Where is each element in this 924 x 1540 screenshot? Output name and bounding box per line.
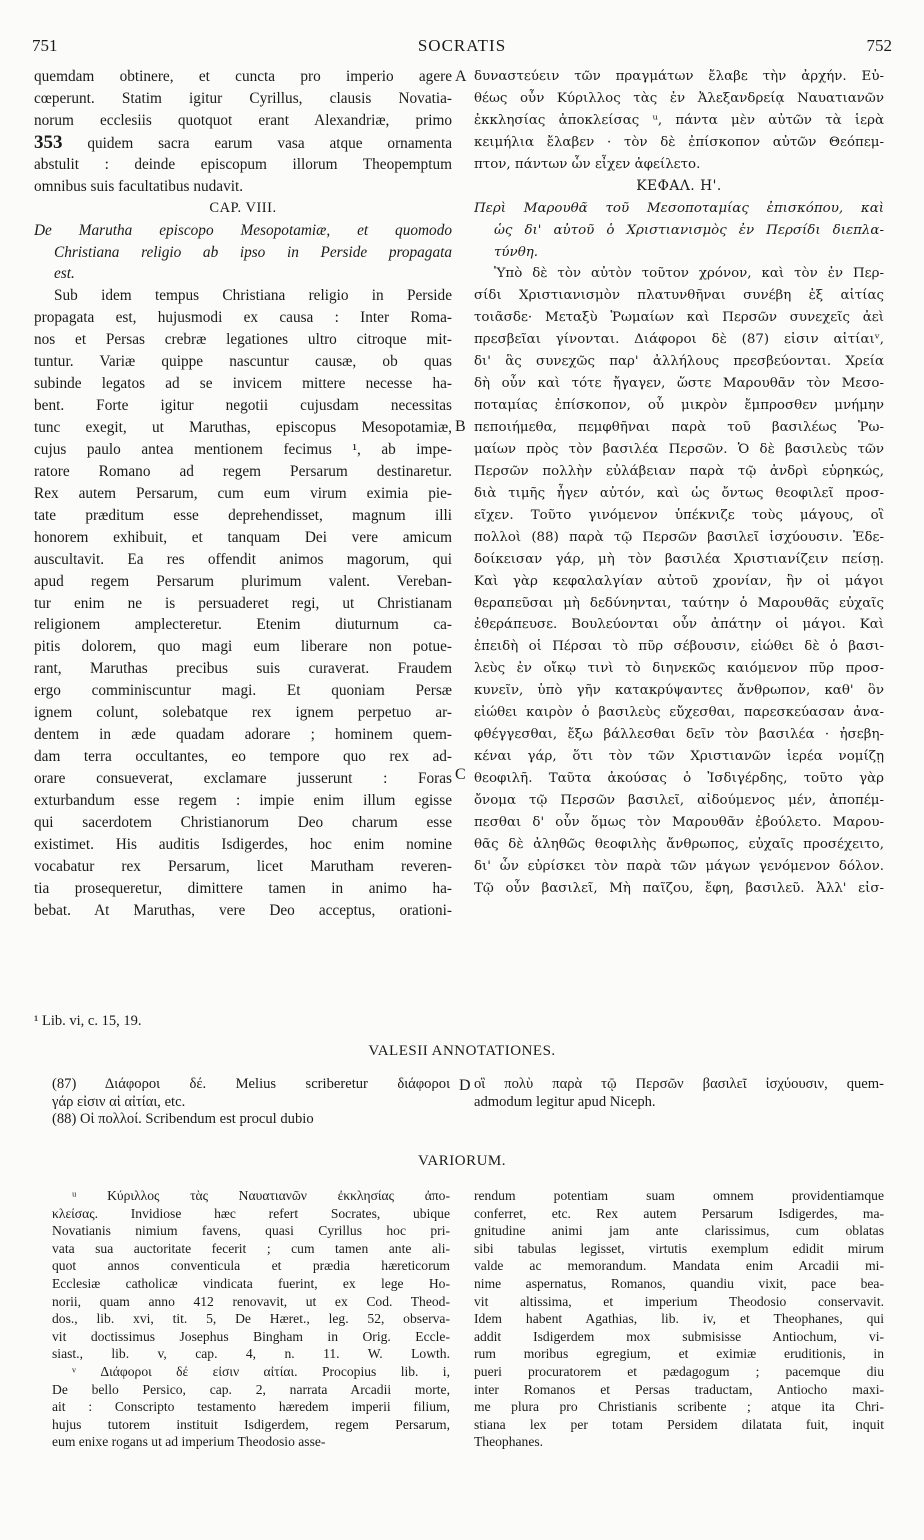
annotation-line: (87) Διάφοροι δέ. Melius scriberetur διάφοροι xyxy=(52,1076,450,1092)
greek-column xyxy=(474,66,884,900)
variorum-line: Ecclesiæ catholicæ vindicata fuerint, ex lege Ho- xyxy=(52,1275,450,1291)
latin-line: ratore Romano ad regem Persarum destinaretur. xyxy=(34,462,452,480)
variorum-line: vit doctissimus Josephus Bingham in Orig. Eccle- xyxy=(52,1328,450,1344)
greek-line: φθέγγεσθαι, ἔξω βάλλεσθαι δεῖν τὸν βασιλέα · ἠσεβη- xyxy=(474,727,884,743)
greek-line: δὴ οὖν καὶ τότε ἤγαγεν, ὥστε Μαρουθᾶν τὸν Μεσο- xyxy=(474,376,884,392)
annotation-line: γάρ εἰσιν αἱ αἰτίαι, etc. xyxy=(52,1093,186,1110)
latin-line: tate præditum esse deprehendisset, magnum illi xyxy=(34,506,452,524)
latin-line: cujus paulo antea mentionem fecimus ¹, ab impe- xyxy=(34,440,452,458)
greek-body xyxy=(474,263,884,899)
latin-line-353 xyxy=(34,132,452,154)
page-number-left: 751 xyxy=(32,36,58,55)
greek-line: πεποιήμεθα, πεμφθῆναι παρὰ τοῦ βασιλέως Ῥω- xyxy=(474,420,884,435)
variorum-line: De bello Persico, cap. 2, narrata Arcadii morte, xyxy=(52,1381,450,1397)
greek-line: Καὶ γὰρ κεφαλαλγίαν αὐτοῦ χρονίαν, ἣν οἱ μάγοι xyxy=(474,573,884,589)
variorum-line: quot annos conventicula et prædia hæreticorum xyxy=(52,1258,450,1274)
greek-line: πτον, πάντων ὧν εἶχεν ἀφείλετο. xyxy=(474,156,701,172)
margin-letter-d: D xyxy=(459,1077,471,1094)
variorum-line: conferret, etc. Rex autem Persarum Isdigerdes, ma- xyxy=(474,1205,884,1221)
greek-line: πεσθαι δ' οὖν ὅμως τὸν Μαρουθᾶν ἐβούλετο. Μαρου- xyxy=(474,814,884,830)
margin-letter-a: A xyxy=(455,68,467,85)
latin-line: tur enim ne is persuaderet regi, ut Christianam xyxy=(34,594,452,612)
latin-summary-line: De Marutha episcopo Mesopotamiæ, et quomodo xyxy=(34,221,452,239)
variorum-line: me plura pro Christianis scribente ; atque ita Chri- xyxy=(474,1399,884,1415)
latin-line-text: quidem sacra earum vasa atque ornamenta xyxy=(87,134,452,152)
latin-line: abstulit : deinde episcopum illorum Theopemptum xyxy=(34,155,452,173)
column-number-353: 353 xyxy=(34,131,63,153)
greek-line: κυνεῖν, ὑπὸ γῆν κατακρύψαντες ἄνθρωπον, καθ' ὃν xyxy=(474,683,884,699)
latin-line: Rex autem Persarum, cum eum virum eximia pie- xyxy=(34,484,452,502)
footnote: ¹ Lib. vi, c. 15, 19. xyxy=(34,1013,142,1029)
greek-line: ἐκκλησίας ἀποκλείσας ᵘ, πάντα μὲν αὐτῶν τὰ ἱερὰ xyxy=(474,112,884,128)
latin-line: cœperunt. Statim igitur Cyrillus, clausis Novatia- xyxy=(34,89,452,107)
greek-summary-line: τύνθη. xyxy=(494,244,539,260)
greek-chapter-heading: ΚΕΦΑΛ. Η'. xyxy=(636,177,722,194)
greek-line: δι' ἃς συνεχῶς παρ' ἀλλήλους πρεσβεύονται. Χρεία xyxy=(474,354,884,370)
greek-line: θεραπεῦσαι μὴ δεδύνηνται, ταύτην ὁ Μαρουθᾶς εὐχαῖς xyxy=(474,595,884,611)
latin-line: norum ecclesiis quotquot erant Alexandriæ, primo xyxy=(34,111,452,129)
greek-line: πολλοὶ (88) παρὰ τῷ Περσῶν βασιλεῖ ἰσχύουσιν. Ἐδε- xyxy=(474,529,884,545)
variorum-line: ᵘ Κύριλλος τὰς Ναυατιανῶν ἐκκλησίας ἀπο- xyxy=(72,1188,450,1203)
annotations-left xyxy=(52,1076,450,1129)
latin-line: pitis dolorem, quo magi eum liberare non potue- xyxy=(34,638,452,656)
latin-line: quemdam obtinere, et cuncta pro imperio agere xyxy=(34,68,452,85)
greek-line: ποταμίας ἐπίσκοπον, οὗ μικρὸν ἔμπροσθεν μνήμην xyxy=(474,398,884,414)
latin-line: exturbandum esse regem : impie enim illum egisse xyxy=(34,791,452,809)
latin-line: propagata est, hujusmodi ex causa : Inter Roma- xyxy=(34,309,452,327)
variorum-line: rum moribus egregium, et eximiæ eruditionis, in xyxy=(474,1346,884,1362)
variorum-line: nime aspernatus, Romanos, quandiu vixit, pace bea- xyxy=(474,1275,884,1291)
greek-line: ἐπειδὴ οἱ Πέρσαι τὸ πῦρ σέβουσιν, εἰώθει δὲ ὁ βασι- xyxy=(474,639,884,655)
greek-line: ἐθεράπευσε. Βουλεύονται οὖν ἀπάτην οἱ μάγοι. Καὶ xyxy=(474,617,884,633)
latin-line: honorem exhibuit, et tanquam Dei vere amicum xyxy=(34,528,452,546)
margin-letter-c: C xyxy=(455,766,466,783)
variorum-heading: VARIORUM. xyxy=(418,1153,506,1169)
latin-line: dentem in æde quadam adorare ; hominem quem- xyxy=(34,726,452,744)
latin-line: tia prosequeretur, dimittere tamen in animo ha- xyxy=(34,879,452,897)
greek-line: εἰώθει καιρὸν ὁ βασιλεὺς εὔχεσθαι, παρεσκεύασαν ἀνα- xyxy=(474,705,884,721)
variorum-line: gnitudine animi jam ante clarissimus, cum oblatas xyxy=(474,1223,884,1239)
variorum-line: Theophanes. xyxy=(474,1434,544,1450)
latin-line: ignem colunt, solebatque rex ignem perpetuo ar- xyxy=(34,704,452,722)
greek-line: ὄνομα τῷ Περσῶν βασιλεῖ, αἰδούμενος μέν, ἀποπέμ- xyxy=(474,792,884,808)
annotation-line: admodum legitur apud Niceph. xyxy=(474,1093,656,1110)
greek-line: κέναι γάρ, ὅτι τὸν τῶν Χριστιανῶν ἱερέα νομίζῃ xyxy=(474,749,884,765)
variorum-right xyxy=(474,1187,884,1451)
variorum-line: vata sua auctoritate fecerit ; cum tamen ante ali- xyxy=(52,1240,450,1256)
variorum-line: Novatianis nimium favens, quasi Cyrillus hoc pri- xyxy=(52,1223,450,1239)
latin-line: bebat. At Maruthas, vere Deo acceptus, orationi- xyxy=(34,901,452,919)
latin-line: auscultavit. Ea res offendit animos magorum, qui xyxy=(34,550,452,568)
latin-summary-line: Christiana religio ab ipso in Perside propagata xyxy=(54,243,452,261)
latin-line: tuntur. Variæ quippe nascuntur causæ, ob quas xyxy=(34,353,452,371)
variorum-line: valde ac memorandum. Mandata enim Arcadii mi- xyxy=(474,1258,884,1274)
greek-line: σίδι Χριστιανισμὸν πλατυνθῆναι συνέβη ἐξ αἰτίας xyxy=(474,288,884,304)
variorum-line: siast., lib. v, cap. 4, n. 11. W. Lowth. xyxy=(52,1346,450,1362)
annotations-right xyxy=(474,1076,884,1111)
greek-line: θεοφιλῆ. Ταῦτα ἀκούσας ὁ Ἰσδιγέρδης, τοῦτο γὰρ xyxy=(474,771,884,786)
variorum-line: stiana lex per totam Persidem dilatata fuit, inquit xyxy=(474,1416,884,1432)
annotations-heading: VALESII ANNOTATIONES. xyxy=(368,1043,556,1059)
variorum-line: sibi tabulas legisset, virtutis exemplum edidit mirum xyxy=(474,1240,884,1256)
variorum-line: ait : Conscripto testamento hæredem imperii filium, xyxy=(52,1399,450,1415)
greek-summary-line: Περὶ Μαρουθᾶ τοῦ Μεσοποταμίας ἐπισκόπου, καὶ xyxy=(474,200,884,216)
margin-letter-b: B xyxy=(455,418,466,435)
variorum-line: rendum potentiam suam omnem providentiamque xyxy=(474,1188,884,1203)
variorum-line: κλείσας. Invidiose hæc refert Socrates, ubique xyxy=(52,1205,450,1221)
variorum-line: hujus tutorem instituit Isdigerdem, regem Persarum, xyxy=(52,1416,450,1432)
latin-line: nos et Persas crebræ legationes ultro citroque mit- xyxy=(34,331,452,349)
latin-line: orare consueverat, exclamare jusserunt : Foras xyxy=(34,770,452,787)
greek-line: δυναστεύειν τῶν πραγμάτων ἔλαβε τὴν ἀρχήν. Εὐ- xyxy=(474,69,884,84)
latin-column xyxy=(34,66,452,922)
latin-line: vocabatur rex Persarum, licet Marutham reveren- xyxy=(34,857,452,875)
latin-line: existimet. His auditis Isdigerdes, hoc enim nomine xyxy=(34,835,452,853)
latin-line: Sub idem tempus Christiana religio in Perside xyxy=(54,287,452,305)
greek-line: θᾶς δὲ ἀληθῶς θεοφιλὴς ἄνθρωπος, εὐχαῖς προσέχειτο, xyxy=(474,836,884,852)
greek-line: λεὺς ἐν οἴκῳ τινὶ τὸ διηνεκῶς καιόμενον πῦρ προσ- xyxy=(474,661,884,677)
greek-summary-line: ὡς δι' αὐτοῦ ὁ Χριστιανισμὸς ἐν Περσίδι διεπλα- xyxy=(494,222,884,238)
variorum-line: eum enixe rogans ut ad imperium Theodosio asse- xyxy=(52,1434,326,1450)
latin-line: tunc exegit, ut Maruthas, episcopus Mesopotamiæ, xyxy=(34,419,452,436)
latin-body xyxy=(34,285,452,921)
latin-line: omnibus suis facultatibus nudavit. xyxy=(34,177,244,195)
greek-line: πρεσβεῖαι γίνονται. Διάφοροι δὲ (87) εἰσιν αἰτίαιᵛ, xyxy=(474,332,884,348)
latin-line: apud regem Persarum plurimum valent. Vereban- xyxy=(34,572,452,590)
greek-line: Τῷ οὖν βασιλεῖ, Μὴ παῖζου, ἔφη, βασιλεῦ. Ἀλλ' εἰσ- xyxy=(474,880,884,896)
annotation-line: οἳ πολὺ παρὰ τῷ Περσῶν βασιλεῖ ἰσχύουσιν, quem- xyxy=(474,1076,884,1092)
latin-line: religionem amplecteretur. Etenim diuturnum ca- xyxy=(34,616,452,634)
variorum-line: norii, quam anno 412 renovavit, ut ex Cod. Theod- xyxy=(52,1293,450,1309)
latin-line: bent. Forte igitur negotii cujusdam necessitas xyxy=(34,397,452,415)
greek-line: δι' ὧν εὑρίσκει τὸν παρὰ τῶν μάγων γενόμενον δόλον. xyxy=(474,858,884,874)
latin-summary-line: est. xyxy=(54,265,75,283)
variorum-left xyxy=(52,1187,450,1451)
variorum-line: addit Isdigerdem mox submisisse Antiochum, vi- xyxy=(474,1328,884,1344)
greek-line: δοίκεισαν γάρ, μὴ τὸν βασιλέα Χριστιανίζειν πείσῃ. xyxy=(474,551,884,567)
running-title: SOCRATIS xyxy=(417,36,507,55)
latin-chapter-heading: CAP. VIII. xyxy=(209,199,277,216)
latin-line: ergo comminiscuntur magi. Et quoniam Persæ xyxy=(34,682,452,700)
greek-line: μαίων πρὸς τὸν βασιλέα Περσῶν. Ὁ δὲ βασιλεὺς τῶν xyxy=(474,441,884,457)
latin-line: subinde legatos ad se invicem mittere necesse ha- xyxy=(34,375,452,393)
variorum-line: ᵛ Διάφοροι δέ εἰσιν αἰτίαι. Procopius lib. i, xyxy=(72,1363,450,1379)
variorum-line: pueri procuratorem et pædagogum ; pacemque diu xyxy=(474,1363,884,1379)
greek-line: Περσῶν πολλὴν εὐλάβειαν παρὰ τῷ ἀνδρὶ εὑρηκώς, xyxy=(474,463,884,479)
greek-line: τοιᾶσδε· Μεταξὺ Ῥωμαίων καὶ Περσῶν συνεχεῖς ἀεὶ xyxy=(474,310,884,326)
page-number-right: 752 xyxy=(866,36,892,55)
variorum-line: vit altissima, et imperium Theodosio conservavit. xyxy=(474,1293,884,1309)
greek-line: Ὑπὸ δὲ τὸν αὐτὸν τοῦτον χρόνον, καὶ τὸν ἐν Περ- xyxy=(494,266,884,282)
variorum-line: inter Romanos et Persas traductam, Antiocho maxi- xyxy=(474,1381,884,1397)
greek-line: εῖχεν. Τοῦτο γινόμενον ὑπέκνιζε τοὺς μάγους, οἳ xyxy=(474,507,884,523)
greek-line: διὰ τιμῆς ἦγεν αὐτόν, καὶ ὡς ὄντως θεοφιλεῖ προσ- xyxy=(474,485,884,501)
running-header xyxy=(32,36,892,60)
latin-line: dam terra occultantes, eo tempore quo rex ad- xyxy=(34,748,452,766)
greek-line: κειμήλια ἔλαβεν · τὸν δὲ ἐπίσκοπον αὐτῶν Θεόπεμ- xyxy=(474,134,884,150)
annotation-line: (88) Οἱ πολλοί. Scribendum est procul dubio xyxy=(52,1111,314,1127)
variorum-line: dos., lib. xvi, tit. 5, De Hæret., leg. 52, observa- xyxy=(52,1311,450,1327)
latin-line: qui sacerdotem Christianorum Deo charum esse xyxy=(34,813,452,831)
latin-line: rant, Maruthas precibus suis curaverat. Fraudem xyxy=(34,660,452,678)
variorum-line: Idem habent Agathias, lib. iv, et Theophanes, qui xyxy=(474,1311,884,1327)
greek-line: θέως οὖν Κύριλλος τὰς ἐν Ἀλεξανδρείᾳ Ναυατιανῶν xyxy=(474,90,884,106)
